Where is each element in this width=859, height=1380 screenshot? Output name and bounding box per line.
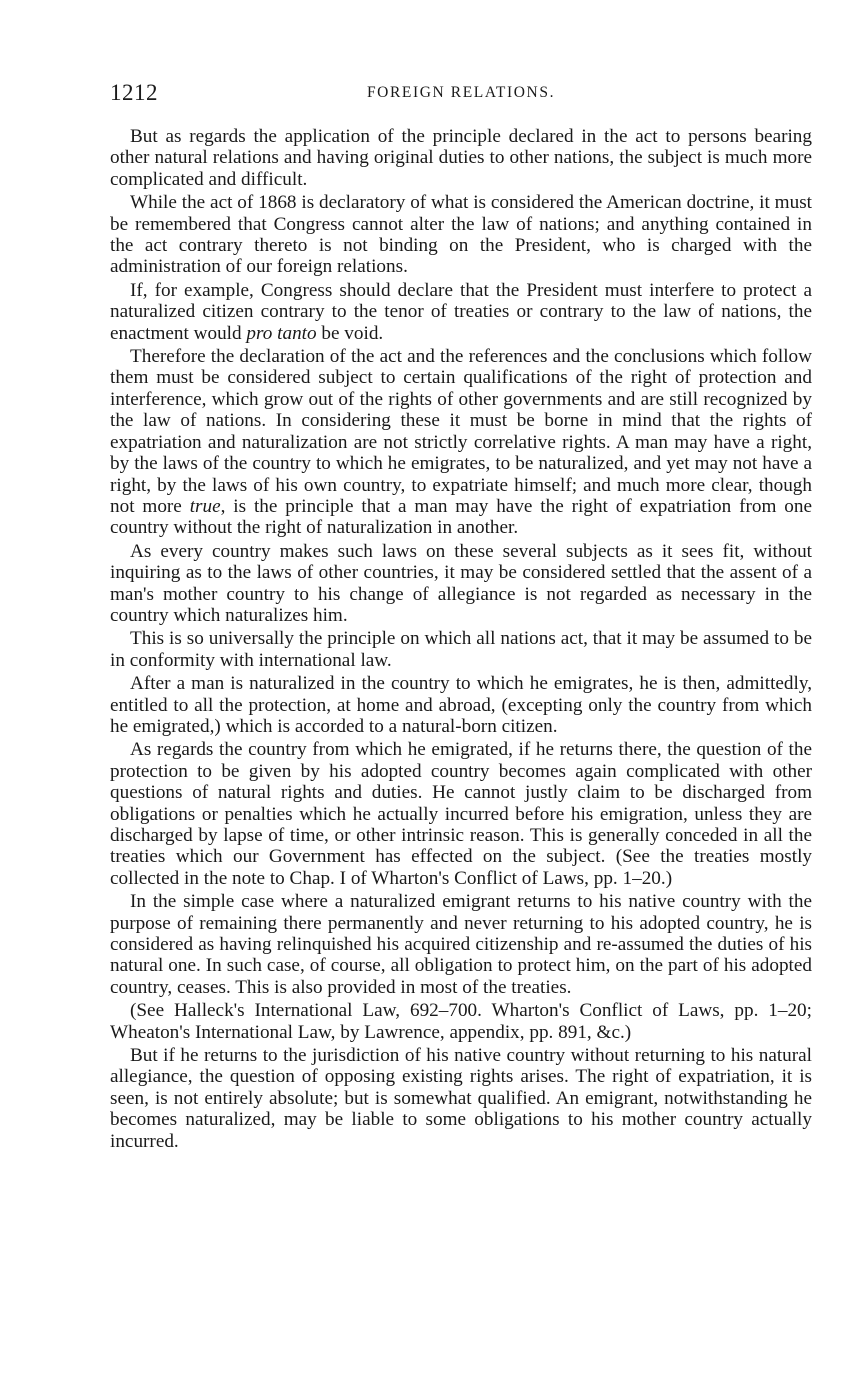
paragraph-6: This is so universally the principle on which all nations act, that it may be assumed to be in conformity with international law. bbox=[110, 628, 812, 671]
paragraph-3-italic: pro tanto bbox=[246, 322, 317, 344]
paragraph-4-text-a: Therefore the declaration of the act and the references and the conclusions which follow them must be considered subject to certain qualifications of the right of protection and interference, which grow out of the rights of other governments and are still recognized by the law of nations. In considering these it must be borne in mind that the rights of expatriation and naturalization are not strictly correlative rights. A man may have a right, by the laws of the country to which he emigrates, to be naturalized, and yet may not have a right, by the laws of his own country, to expatriate himself; and much more clear, though not more bbox=[110, 346, 812, 517]
document-page bbox=[110, 80, 812, 1152]
paragraph-9: In the simple case where a naturalized emigrant returns to his native country with the purpose of remaining there permanently and never returning to his adopted country, he is considered as having relinquished his acquired citizenship and re-assumed the duties of his natural one. In such case, of course, all obligation to protect him, on the part of his adopted country, ceases. This is also provided in most of the treaties. bbox=[110, 891, 812, 998]
body-text bbox=[110, 126, 812, 1152]
running-head bbox=[110, 80, 812, 114]
running-title: FOREIGN RELATIONS. bbox=[366, 84, 556, 101]
paragraph-3-text-a: If, for example, Congress should declare that the President must interfere to protect a naturalized citizen contrary to the tenor of treaties or contrary to the law of nations, the enactment would bbox=[110, 279, 812, 344]
paragraph-1: But as regards the application of the principle declared in the act to persons bearing other natural relations and having original duties to other nations, the subject is much more complicated and difficult. bbox=[110, 126, 812, 190]
paragraph-2: While the act of 1868 is declaratory of what is considered the American doctrine, it must be remembered that Congress cannot alter the law of nations; and anything contained in the act contrary thereto is not binding on the President, who is charged with the administration of our foreign relations. bbox=[110, 192, 812, 278]
paragraph-3 bbox=[110, 280, 812, 344]
paragraph-7: After a man is naturalized in the country to which he emigrates, he is then, admittedly, entitled to all the protection, at home and abroad, (excepting only the country from which he emigrated,) which is accorded to a natural-born citizen. bbox=[110, 673, 812, 737]
paragraph-4 bbox=[110, 346, 812, 539]
paragraph-4-text-b: , is the principle that a man may have the right of expatriation from one country without the right of naturalization in another. bbox=[110, 495, 812, 539]
paragraph-11: But if he returns to the jurisdiction of his native country without returning to his natural allegiance, the question of opposing existing rights arises. The right of expatriation, it is seen, is not entirely absolute; but is somewhat qualified. An emigrant, notwithstanding he becomes naturalized, may be liable to some obligations to his mother country actually incurred. bbox=[110, 1045, 812, 1152]
page-number: 1212 bbox=[110, 80, 158, 105]
paragraph-4-italic: true bbox=[189, 495, 221, 517]
paragraph-10: (See Halleck's International Law, 692–700. Wharton's Conflict of Laws, pp. 1–20; Wheaton's International Law, by Lawrence, appendix, pp. 891, &c.) bbox=[110, 1000, 812, 1043]
paragraph-5: As every country makes such laws on these several subjects as it sees fit, without inquiring as to the laws of other countries, it may be considered settled that the assent of a man's mother country to his change of allegiance is not regarded as necessary in the country which naturalizes him. bbox=[110, 540, 812, 626]
paragraph-3-text-b: be void. bbox=[316, 322, 384, 344]
paragraph-8: As regards the country from which he emigrated, if he returns there, the question of the protection to be given by his adopted country becomes again complicated with other questions of natural rights and duties. He cannot justly claim to be discharged from obligations or penalties which he actually incurred before his emigration, unless they are discharged by lapse of time, or other intrinsic reason. This is generally conceded in all the treaties which our Government has effected on the subject. (See the treaties mostly collected in the note to Chap. I of Wharton's Conflict of Laws, pp. 1–20.) bbox=[110, 739, 812, 889]
